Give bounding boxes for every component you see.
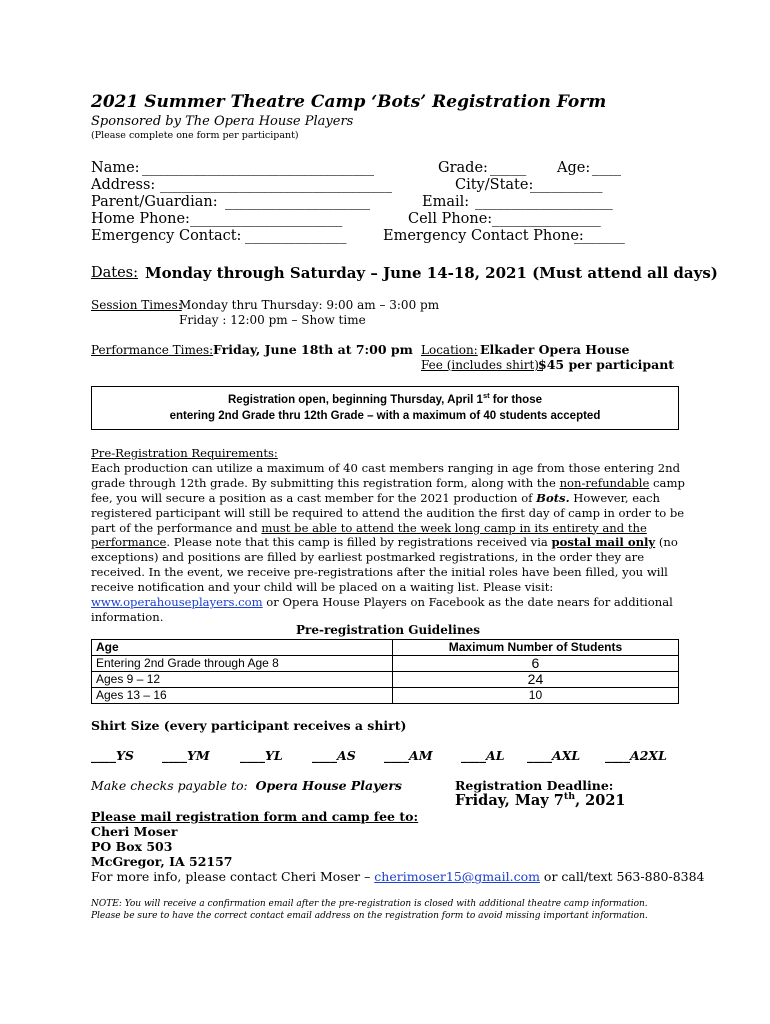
mail-po-box: PO Box 503: [91, 839, 173, 854]
home-phone-label: Home Phone:: [91, 211, 190, 227]
registration-box-line-2: entering 2nd Grade thru 12th Grade – with a maximum of 40 students accepted: [169, 410, 601, 422]
contact-email-link[interactable]: cherimoser15@gmail.com: [374, 869, 540, 884]
age-label: Age:: [557, 160, 591, 176]
max-students-column-header: Maximum Number of Students: [392, 640, 678, 656]
emergency-phone-field[interactable]: _______: [574, 228, 625, 244]
fee-label: Fee (includes shirt):: [421, 358, 543, 372]
guidelines-title: Pre-registration Guidelines: [296, 623, 481, 637]
emergency-field[interactable]: ______________: [245, 228, 347, 244]
shirt-option-as[interactable]: ____AS: [312, 748, 356, 763]
prereq-heading: Pre-Registration Requirements:: [91, 446, 278, 460]
shirt-option-ym[interactable]: ____YM: [162, 748, 210, 763]
form-note: (Please complete one form per participant): [91, 130, 299, 141]
table-row: [92, 672, 679, 688]
session-line-2: Friday : 12:00 pm – Show time: [179, 313, 366, 327]
mail-heading: Please mail registration form and camp fee to:: [91, 809, 419, 824]
session-label: Session Times:: [91, 298, 182, 312]
prereq-paragraph: Each production can utilize a maximum of 40 cast members ranging in age from those entering 2nd grade through 12th grade. By submitting this registration form, along with the non-refundable camp fee, you will secure a position as a cast member for the 2021 production of Bots. However, each registered participant will still be required to attend the audition the first day of camp in order to be part of the performance and must be able to attend the week long camp in its entirety and the performance. Please note that this camp is filled by registrations received via postal mail only (no exceptions) and positions are filled by earliest postmarked registrations, in the order they are received. In the event, we receive pre-registrations after the initial roles have been filled, you will receive notification and your child will be placed on a waiting list. Please visit: www.operahouseplayers.com or Opera House Players on Facebook as the date nears for additional information.: [91, 460, 685, 624]
shirt-option-am[interactable]: ____AM: [384, 748, 433, 763]
form-title: 2021 Summer Theatre Camp ‘Bots’ Registration Form: [91, 92, 607, 112]
cell-phone-label: Cell Phone:: [408, 211, 493, 227]
contact-info: For more info, please contact Cheri Moser – cherimoser15@gmail.com or call/text 563-880-8384: [91, 869, 705, 884]
citystate-label: City/State:: [455, 177, 534, 193]
age-column-header: Age: [92, 640, 393, 656]
mail-city: McGregor, IA 52157: [91, 854, 233, 869]
address-label: Address:: [91, 177, 156, 193]
footnote-line-2: Please be sure to have the correct contact email address on the registration form to avoid missing important information.: [91, 911, 648, 921]
table-header-row: [92, 640, 679, 656]
cell-phone-field[interactable]: _______________: [492, 211, 601, 227]
performance-value: Friday, June 18th at 7:00 pm: [213, 342, 413, 357]
parent-label: Parent/Guardian:: [91, 194, 218, 210]
session-line-1: Monday thru Thursday: 9:00 am – 3:00 pm: [179, 298, 440, 312]
table-cell-age: Entering 2nd Grade through Age 8: [92, 656, 393, 672]
mail-address-block: [91, 809, 418, 869]
guidelines-table: [91, 639, 679, 704]
dates-label: Dates:: [91, 265, 139, 281]
table-row: [92, 688, 679, 704]
parent-field[interactable]: ____________________: [225, 194, 370, 210]
footnote: [91, 898, 648, 922]
name-label: Name:: [91, 160, 140, 176]
home-phone-field[interactable]: _____________________: [190, 211, 343, 227]
emergency-label: Emergency Contact:: [91, 228, 242, 244]
registration-open-box: [91, 386, 679, 430]
table-cell-age: Ages 9 – 12: [92, 672, 393, 688]
name-field[interactable]: ________________________________: [142, 160, 374, 176]
email-label: Email:: [422, 194, 470, 210]
checks-payable: Make checks payable to: Opera House Players: [91, 778, 402, 793]
deadline-label: Registration Deadline:: [455, 778, 614, 793]
website-link[interactable]: www.operahouseplayers.com: [91, 595, 263, 610]
shirt-option-yl[interactable]: ____YL: [240, 748, 283, 763]
table-row: [92, 656, 679, 672]
shirt-size-title: Shirt Size (every participant receives a shirt): [91, 718, 407, 733]
location-value: Elkader Opera House: [480, 342, 630, 357]
table-cell-max: 6: [392, 656, 678, 672]
shirt-option-a2xl[interactable]: ____A2XL: [605, 748, 667, 763]
table-cell-max: 10: [392, 688, 678, 704]
deadline-date: Friday, May 7th, 2021: [455, 791, 626, 809]
sponsor-line: Sponsored by The Opera House Players: [91, 114, 354, 129]
grade-field[interactable]: _____: [490, 160, 527, 176]
fee-value: $45 per participant: [538, 357, 675, 372]
shirt-option-axl[interactable]: ____AXL: [527, 748, 581, 763]
location-label: Location:: [421, 343, 478, 357]
table-cell-age: Ages 13 – 16: [92, 688, 393, 704]
performance-label: Performance Times:: [91, 343, 214, 357]
age-field[interactable]: ____: [592, 160, 621, 176]
shirt-option-ys[interactable]: ____YS: [91, 748, 134, 763]
prereq-section: [91, 446, 691, 625]
mail-name: Cheri Moser: [91, 824, 178, 839]
address-field[interactable]: ________________________________: [160, 177, 392, 193]
footnote-line-1: NOTE: You will receive a confirmation email after the pre-registration is closed with additional theatre camp information.: [91, 899, 648, 909]
citystate-field[interactable]: __________: [530, 177, 603, 193]
shirt-option-al[interactable]: ____AL: [461, 748, 505, 763]
registration-box-line-1: Registration open, beginning Thursday, April 1st for those: [228, 391, 542, 406]
dates-value: Monday through Saturday – June 14-18, 2021 (Must attend all days): [145, 264, 718, 282]
table-cell-max: 24: [392, 672, 678, 688]
email-field[interactable]: ___________________: [475, 194, 613, 210]
grade-label: Grade:: [438, 160, 488, 176]
emergency-phone-label: Emergency Contact Phone:: [383, 228, 584, 244]
